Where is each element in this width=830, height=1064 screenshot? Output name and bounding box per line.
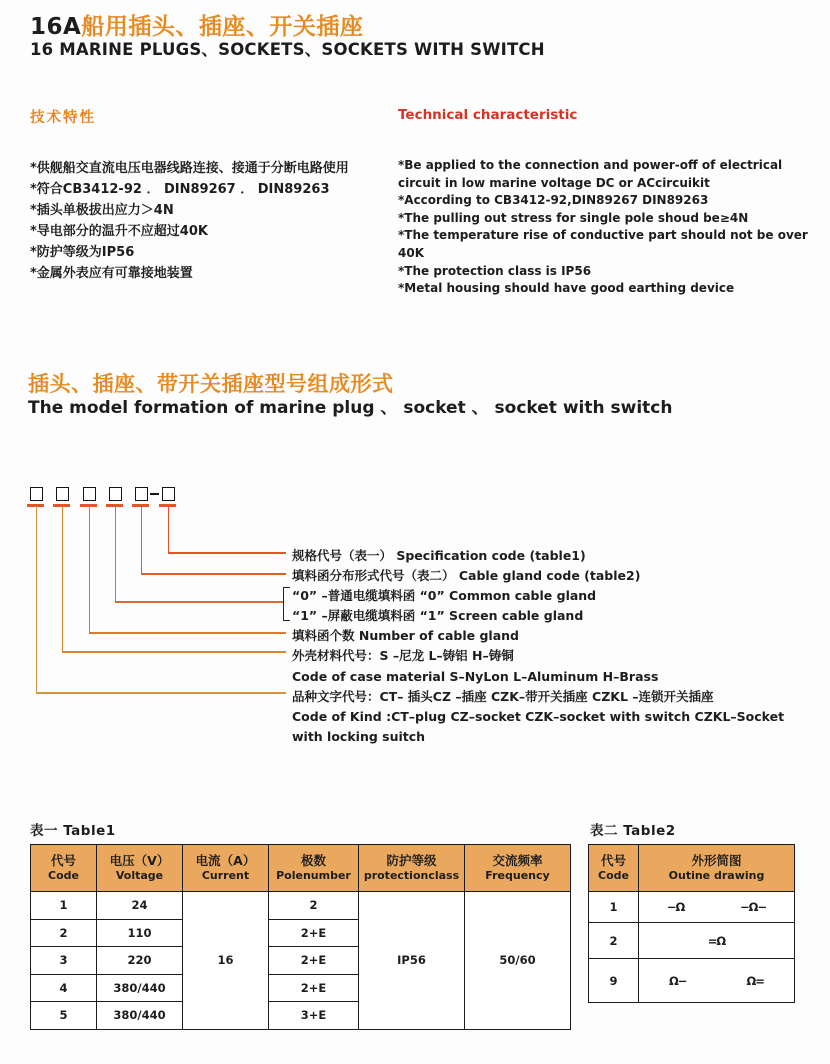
model-code-box: [56, 487, 69, 501]
legend-line: 品种文字代号：CT– 插头CZ –插座 CZK–带开关插座 CZKL –连锁开关插座: [292, 688, 714, 704]
connector-line: [141, 573, 286, 575]
model-heading-zh: 插头、插座、带开关插座型号组成形式: [28, 372, 394, 396]
cell-code: 3: [31, 947, 97, 975]
cell-voltage: 380/440: [97, 974, 183, 1002]
gland-option-bracket: [283, 587, 290, 621]
model-code-box: [135, 487, 148, 501]
legend-line: 规格代号（表一） Specification code (table1): [292, 548, 586, 563]
col-header-protectionclass: 防护等级 protectionclass: [359, 845, 465, 892]
table-row: [589, 892, 795, 923]
cell-frequency-merged: 50/60: [465, 892, 571, 1030]
table-row: [589, 923, 795, 959]
cell-pole: 2+E: [269, 974, 359, 1002]
table-header-row: [589, 845, 795, 892]
tech-item-zh: *插头单极拔出应力＞4N: [30, 203, 174, 218]
connector-line: [89, 632, 286, 634]
tech-item-zh: *金属外表应有可靠接地装置: [30, 266, 193, 281]
col-header-code: 代号 Code: [589, 845, 639, 892]
page-title-zh: 船用插头、插座、开关插座: [81, 14, 364, 40]
model-code-box: [109, 487, 122, 501]
model-code-box: [162, 487, 175, 501]
cell-current-merged: 16: [183, 892, 269, 1030]
legend-line: “0” –普通电缆填料函 “0” Common cable gland: [292, 588, 597, 604]
connector-line: [36, 692, 286, 694]
table-row: [31, 892, 571, 920]
connector-line: [115, 506, 117, 603]
cell-code: 1: [31, 892, 97, 920]
col-header-frequency: 交流频率 Frequency: [465, 845, 571, 892]
cell-voltage: 24: [97, 892, 183, 920]
connector-line: [62, 651, 286, 653]
model-code-box: [30, 487, 43, 501]
page-title-en: 16 MARINE PLUGS、SOCKETS、SOCKETS WITH SWITCH: [30, 40, 545, 59]
cell-code: 2: [589, 923, 639, 959]
table-header-row: [31, 845, 571, 892]
cell-voltage: 380/440: [97, 1002, 183, 1030]
tech-item-en: *Be applied to the connection and power-off of electrical circuit in low marine voltage DC or ACcircuikit: [398, 158, 783, 190]
col-header-polenumber: 极数 Polenumber: [269, 845, 359, 892]
cell-voltage: 220: [97, 947, 183, 975]
model-heading-en: The model formation of marine plug 、 socket 、 socket with switch: [28, 398, 673, 418]
tech-item-zh: *导电部分的温升不应超过40K: [30, 224, 208, 239]
table2-label: 表二 Table2: [590, 823, 676, 839]
cell-voltage: 110: [97, 919, 183, 947]
cell-pole: 2+E: [269, 947, 359, 975]
gland-symbol-tail-left-icon: −Ω: [666, 900, 685, 914]
page-title-prefix: 16A: [30, 14, 82, 40]
tech-heading-zh: 技术特性: [30, 110, 96, 126]
legend-line: “1” –屏蔽电缆填料函 “1” Screen cable gland: [292, 608, 584, 624]
connector-line: [89, 506, 91, 634]
cell-drawing: [639, 892, 795, 923]
tech-heading-en: Technical characteristic: [398, 107, 578, 123]
tech-item-en: *Metal housing should have good earthing device: [398, 281, 735, 296]
legend-line: 填料函个数 Number of cable gland: [292, 628, 519, 644]
gland-symbol-double-tail-right-icon: Ω=: [746, 973, 764, 988]
cell-drawing: [639, 923, 795, 959]
col-header-voltage: 电压（V） Voltage: [97, 845, 183, 892]
col-header-outline-drawing: 外形简图 Outine drawing: [639, 845, 795, 892]
connector-line: [168, 552, 286, 554]
cell-drawing: [639, 959, 795, 1003]
table-row: [589, 959, 795, 1003]
gland-symbol-double-tail-left-icon: =Ω: [707, 933, 726, 948]
legend-line: 外壳材料代号：S –尼龙 L–铸铝 H–铸铜: [292, 648, 514, 664]
connector-line: [115, 601, 283, 603]
model-code-dash: [150, 493, 159, 495]
cell-code: 5: [31, 1002, 97, 1030]
cell-pole: 2+E: [269, 919, 359, 947]
connector-line: [36, 506, 38, 694]
legend-line: with locking suitch: [292, 728, 426, 744]
connector-line: [62, 506, 64, 653]
cell-pole: 3+E: [269, 1002, 359, 1030]
tech-item-en: *The protection class is IP56: [398, 263, 592, 278]
connector-line: [168, 506, 170, 554]
tech-item-en: *The pulling out stress for single pole shoud be≥4N: [398, 210, 749, 225]
legend-line: 填料函分布形式代号（表二） Cable gland code (table2): [292, 568, 641, 584]
tech-item-zh: *供舰船交直流电压电器线路连接、接通于分断电路使用: [30, 161, 349, 176]
col-header-code: 代号 Code: [31, 845, 97, 892]
cell-pole: 2: [269, 892, 359, 920]
spec-table: [30, 844, 571, 1030]
cell-code: 9: [589, 959, 639, 1003]
tech-item-zh: *符合CB3412-92 ． DIN89267 ． DIN89263: [30, 182, 330, 197]
tech-item-en: *According to CB3412-92,DIN89267 DIN89263: [398, 193, 709, 208]
gland-drawing-table: [588, 844, 795, 1003]
cell-protection-merged: IP56: [359, 892, 465, 1030]
tech-list-zh: [30, 158, 390, 284]
cell-code: 1: [589, 892, 639, 923]
model-code-legend: [292, 546, 784, 747]
tech-list-en: [398, 157, 812, 298]
cell-code: 4: [31, 974, 97, 1002]
legend-line: Code of case material S–NyLon L–Aluminum H–Brass: [292, 668, 659, 684]
gland-symbol-tail-right-icon: Ω−: [669, 973, 687, 988]
tech-item-zh: *防护等级为IP56: [30, 245, 135, 260]
model-code-box: [83, 487, 96, 501]
table1-label: 表一 Table1: [30, 823, 116, 839]
connector-line: [141, 506, 143, 575]
tech-item-en: *The temperature rise of conductive part should not be over 40K: [398, 228, 808, 260]
cell-code: 2: [31, 919, 97, 947]
legend-line: Code of Kind :CT–plug CZ–socket CZK–socket with switch CZKL–Socket: [292, 708, 785, 724]
gland-symbol-tail-both-icon: −Ω−: [740, 900, 767, 914]
col-header-current: 电流（A） Current: [183, 845, 269, 892]
